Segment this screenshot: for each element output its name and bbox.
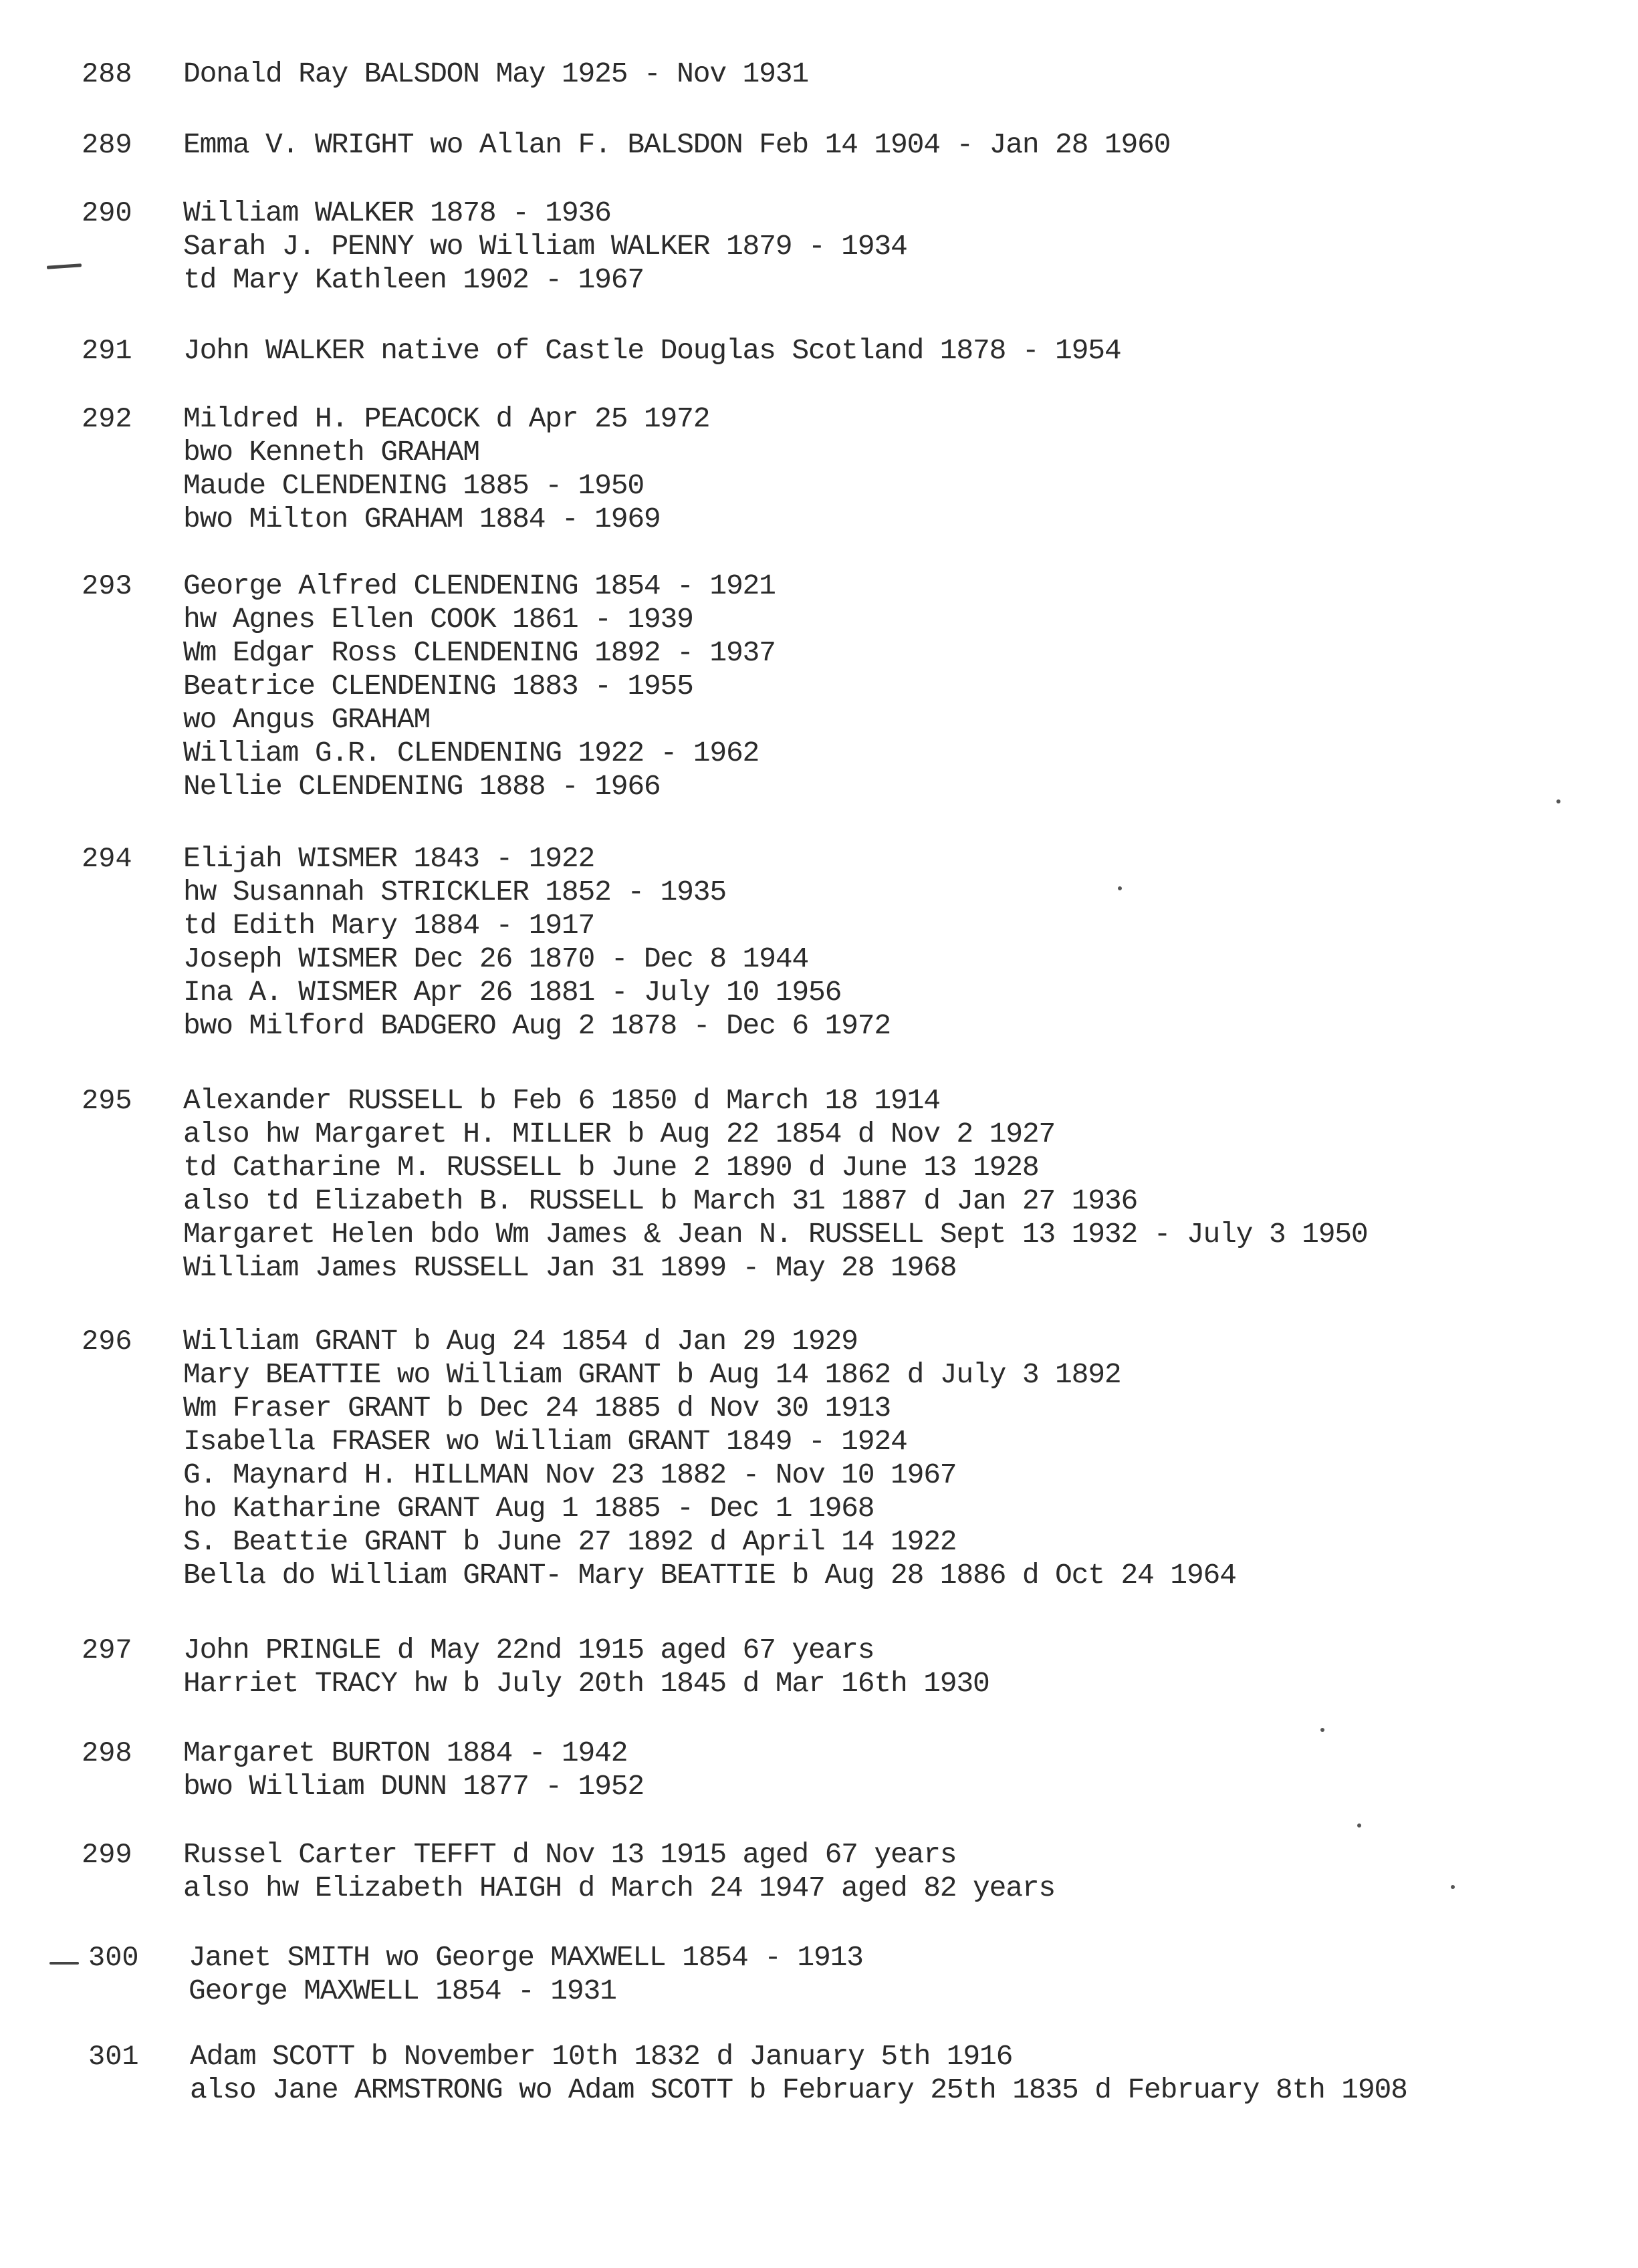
entry-number: 292 xyxy=(82,403,132,435)
entry-lines xyxy=(183,1634,989,1700)
entry-number: 289 xyxy=(82,129,132,161)
entry-number: 293 xyxy=(82,570,132,602)
entry-line: bwo Milford BADGERO Aug 2 1878 - Dec 6 1972 xyxy=(183,1009,891,1042)
entry-line: Janet SMITH wo George MAXWELL 1854 - 1913 xyxy=(189,1941,863,1974)
entry-line: Emma V. WRIGHT wo Allan F. BALSDON Feb 14 1904 - Jan 28 1960 xyxy=(183,128,1171,161)
entry-lines xyxy=(183,1838,1055,1905)
entry-line: Maude CLENDENING 1885 - 1950 xyxy=(183,469,644,502)
entry-line: Beatrice CLENDENING 1883 - 1955 xyxy=(183,670,693,703)
entry-line: William G.R. CLENDENING 1922 - 1962 xyxy=(183,737,759,769)
scan-speck xyxy=(1556,799,1560,803)
entry-number: 295 xyxy=(82,1085,132,1117)
entry-lines xyxy=(183,1737,644,1803)
entry-line: Mildred H. PEACOCK d Apr 25 1972 xyxy=(183,402,710,435)
entry-line: S. Beattie GRANT b June 27 1892 d April 14 1922 xyxy=(183,1525,957,1558)
entry-lines xyxy=(189,1941,863,2008)
entry-line: bwo Kenneth GRAHAM xyxy=(183,436,479,469)
entry-line: also hw Margaret H. MILLER b Aug 22 1854 d Nov 2 1927 xyxy=(183,1118,1056,1150)
entry-lines xyxy=(183,57,808,91)
entry-line: bwo William DUNN 1877 - 1952 xyxy=(183,1770,644,1803)
entry-number: 291 xyxy=(82,335,132,367)
entry-line: Nellie CLENDENING 1888 - 1966 xyxy=(183,770,661,803)
entry-line: also hw Elizabeth HAIGH d March 24 1947 aged 82 years xyxy=(183,1872,1056,1904)
entry-line: John WALKER native of Castle Douglas Scotland 1878 - 1954 xyxy=(183,334,1121,367)
entry-line: Harriet TRACY hw b July 20th 1845 d Mar 16th 1930 xyxy=(183,1667,989,1700)
entry-line: William WALKER 1878 - 1936 xyxy=(183,197,611,229)
entry-number: 290 xyxy=(82,197,132,229)
entry-line: Ina A. WISMER Apr 26 1881 - July 10 1956 xyxy=(183,976,842,1009)
entry-line: Donald Ray BALSDON May 1925 - Nov 1931 xyxy=(183,57,808,90)
entry-line: Margaret BURTON 1884 - 1942 xyxy=(183,1737,628,1769)
entry-line: William GRANT b Aug 24 1854 d Jan 29 1929 xyxy=(183,1325,858,1358)
entry-line: Bella do William GRANT- Mary BEATTIE b Aug 28 1886 d Oct 24 1964 xyxy=(183,1559,1236,1592)
scan-speck xyxy=(1118,886,1122,890)
entry-lines xyxy=(183,1325,1236,1592)
entry-line: td Catharine M. RUSSELL b June 2 1890 d June 13 1928 xyxy=(183,1151,1039,1184)
entry-line: also Jane ARMSTRONG wo Adam SCOTT b February 25th 1835 d February 8th 1908 xyxy=(190,2073,1407,2106)
entry-number: 301 xyxy=(88,2041,139,2073)
entry-lines xyxy=(183,1084,1368,1285)
scan-mark xyxy=(47,263,82,269)
entry-line: Russel Carter TEFFT d Nov 13 1915 aged 67 years xyxy=(183,1838,957,1871)
entry-lines xyxy=(183,334,1121,368)
entry-line: Isabella FRASER wo William GRANT 1849 - 1924 xyxy=(183,1425,907,1458)
entry-line: Elijah WISMER 1843 - 1922 xyxy=(183,842,595,875)
entry-line: John PRINGLE d May 22nd 1915 aged 67 years xyxy=(183,1634,874,1666)
entry-number: 288 xyxy=(82,58,132,90)
entry-line: td Edith Mary 1884 - 1917 xyxy=(183,909,595,942)
entry-line: bwo Milton GRAHAM 1884 - 1969 xyxy=(183,503,661,535)
entry-line: Wm Edgar Ross CLENDENING 1892 - 1937 xyxy=(183,636,776,669)
entry-line: hw Agnes Ellen COOK 1861 - 1939 xyxy=(183,603,693,636)
entry-line: wo Angus GRAHAM xyxy=(183,703,431,736)
scan-mark xyxy=(49,1962,79,1965)
entry-line: George Alfred CLENDENING 1854 - 1921 xyxy=(183,570,776,602)
entry-line: Mary BEATTIE wo William GRANT b Aug 14 1862 d July 3 1892 xyxy=(183,1358,1121,1391)
entry-line: hw Susannah STRICKLER 1852 - 1935 xyxy=(183,876,726,908)
entry-line: Joseph WISMER Dec 26 1870 - Dec 8 1944 xyxy=(183,942,808,975)
entry-lines xyxy=(183,402,709,536)
entry-line: Margaret Helen bdo Wm James & Jean N. RUSSELL Sept 13 1932 - July 3 1950 xyxy=(183,1218,1368,1251)
entry-lines xyxy=(183,842,891,1043)
entry-line: George MAXWELL 1854 - 1931 xyxy=(189,1975,616,2007)
entry-lines xyxy=(183,570,776,803)
entry-line: Alexander RUSSELL b Feb 6 1850 d March 18 1914 xyxy=(183,1084,940,1117)
entry-line: Adam SCOTT b November 10th 1832 d January 5th 1916 xyxy=(190,2040,1013,2073)
scan-speck xyxy=(1451,1885,1455,1889)
entry-lines xyxy=(183,128,1170,162)
entry-lines xyxy=(183,197,907,297)
entry-lines xyxy=(190,2040,1407,2107)
entry-number: 299 xyxy=(82,1839,132,1871)
entry-line: Sarah J. PENNY wo William WALKER 1879 - 1934 xyxy=(183,230,907,263)
entry-line: ho Katharine GRANT Aug 1 1885 - Dec 1 1968 xyxy=(183,1492,874,1525)
entry-number: 300 xyxy=(88,1942,139,1974)
entry-number: 296 xyxy=(82,1326,132,1358)
entry-line: also td Elizabeth B. RUSSELL b March 31 1887 d Jan 27 1936 xyxy=(183,1184,1138,1217)
scan-speck xyxy=(1320,1728,1324,1732)
entry-number: 297 xyxy=(82,1634,132,1666)
entry-number: 294 xyxy=(82,843,132,875)
scan-speck xyxy=(1357,1823,1361,1828)
entry-number: 298 xyxy=(82,1737,132,1769)
entry-line: Wm Fraser GRANT b Dec 24 1885 d Nov 30 1913 xyxy=(183,1392,891,1424)
entry-line: td Mary Kathleen 1902 - 1967 xyxy=(183,263,644,296)
entry-line: G. Maynard H. HILLMAN Nov 23 1882 - Nov 10 1967 xyxy=(183,1459,957,1491)
entry-line: William James RUSSELL Jan 31 1899 - May 28 1968 xyxy=(183,1251,957,1284)
